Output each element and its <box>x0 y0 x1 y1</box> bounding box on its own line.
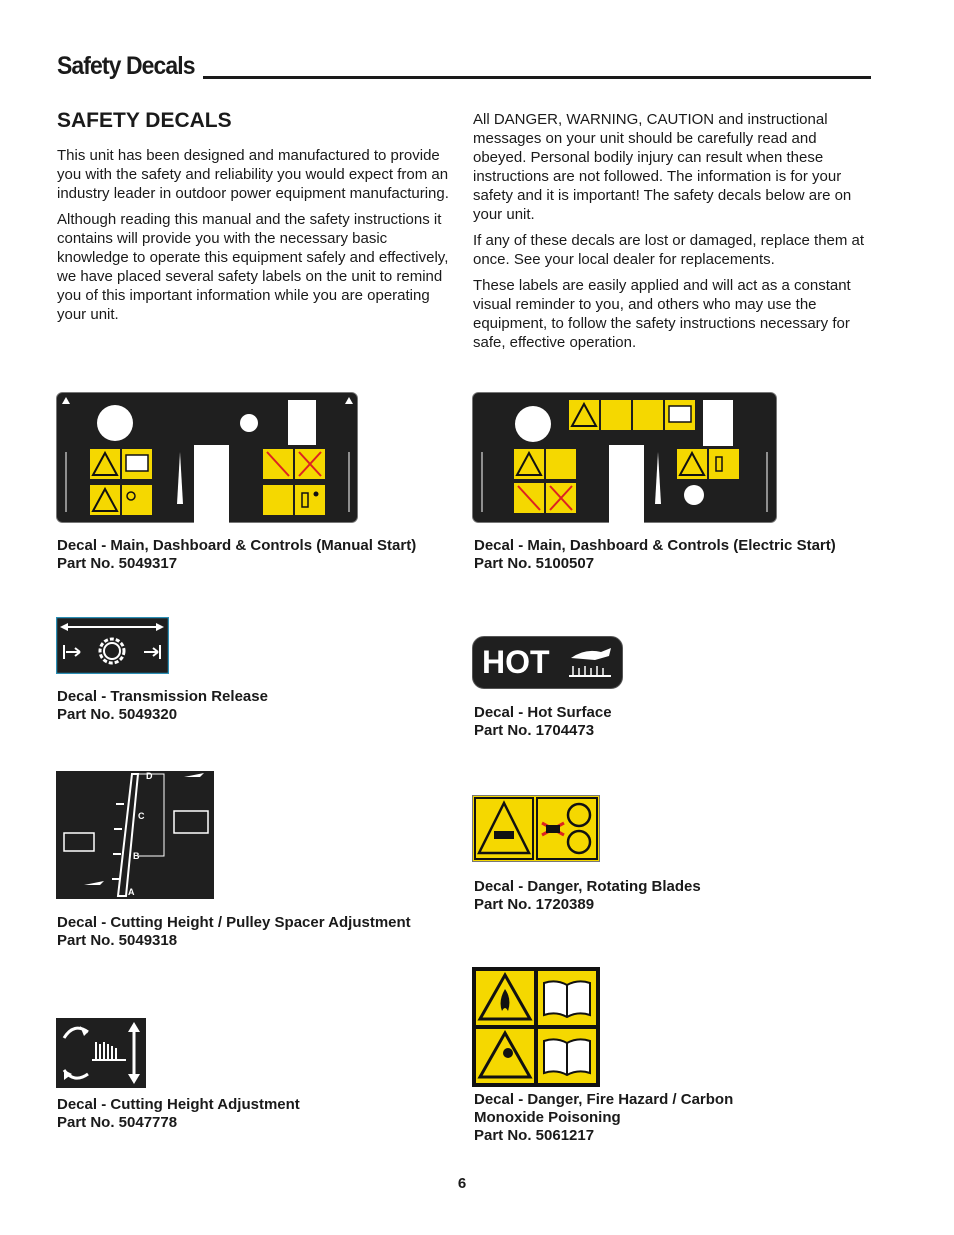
intro-paragraph: Although reading this manual and the safety instructions it contains will provide you with the necessary basic knowledge to operate this equipment safely and effectively, we have placed several safety labels on the unit to remind you of this important information while you are operating your unit. <box>57 211 449 323</box>
hot-label: HOT <box>482 644 550 680</box>
height-letter-c: C <box>138 811 145 821</box>
hand-heat-icon <box>565 642 615 682</box>
decal-caption-rotating-blades: Decal - Danger, Rotating Blades Part No. 1720389 <box>474 878 701 913</box>
page-header <box>57 52 871 82</box>
decal-caption-cutting-pulley: Decal - Cutting Height / Pulley Spacer Adjustment Part No. 5049318 <box>57 914 411 949</box>
cutting-height-adjust-decal-image <box>56 1018 146 1088</box>
header-rule <box>203 76 871 79</box>
height-letter-d: D <box>146 771 153 781</box>
intro-right-column <box>473 110 873 359</box>
key-switch-hole <box>97 405 133 441</box>
page-title: Safety Decals <box>57 52 195 80</box>
intro-left-column <box>57 108 457 331</box>
height-letter-a: A <box>128 887 135 897</box>
decal-caption-electric-start: Decal - Main, Dashboard & Controls (Electric Start) Part No. 5100507 <box>474 537 836 572</box>
decal-caption-manual-start: Decal - Main, Dashboard & Controls (Manual Start) Part No. 5049317 <box>57 537 417 572</box>
decal-caption-cutting-height: Decal - Cutting Height Adjustment Part No. 5047778 <box>57 1096 300 1131</box>
height-letter-b: B <box>133 851 140 861</box>
hot-surface-decal-image <box>472 636 623 689</box>
intro-paragraph: These labels are easily applied and will act as a constant visual reminder to you, and others who may use the equipment, to follow the safety instructions necessary for safe, effective operation. <box>473 277 851 351</box>
page-number: 6 <box>457 1175 467 1192</box>
height-scale-graphic <box>56 771 214 899</box>
fire-co-decal-image <box>472 967 600 1087</box>
intro-paragraph: All DANGER, WARNING, CAUTION and instructional messages on your unit should be carefully read and obeyed. Personal bodily injury can result when these instructions are not followed. The information is for your safety and it is important! The safety decals below are on your unit. <box>473 111 852 223</box>
dashboard-decal-manual-start-image <box>56 392 358 523</box>
throttle-hole <box>240 414 258 432</box>
section-heading: SAFETY DECALS <box>57 109 232 132</box>
decal-caption-fire-co: Decal - Danger, Fire Hazard / Carbon Monoxide Poisoning Part No. 5061217 <box>474 1091 734 1144</box>
rotating-blades-decal-image <box>472 795 600 862</box>
dashboard-decal-electric-start-image <box>472 392 777 523</box>
transmission-release-decal-image <box>56 617 169 674</box>
intro-paragraph: This unit has been designed and manufactured to provide you with the safety and reliability you would expect from an industry leader in outdoor power equipment manufacturing. <box>57 147 449 202</box>
cutting-pulley-decal-image <box>56 771 214 899</box>
decal-caption-hot-surface: Decal - Hot Surface Part No. 1704473 <box>474 704 612 739</box>
intro-paragraph: If any of these decals are lost or damaged, replace them at once. See your local dealer for replacements. <box>473 232 865 268</box>
decal-caption-transmission: Decal - Transmission Release Part No. 5049320 <box>57 688 268 723</box>
